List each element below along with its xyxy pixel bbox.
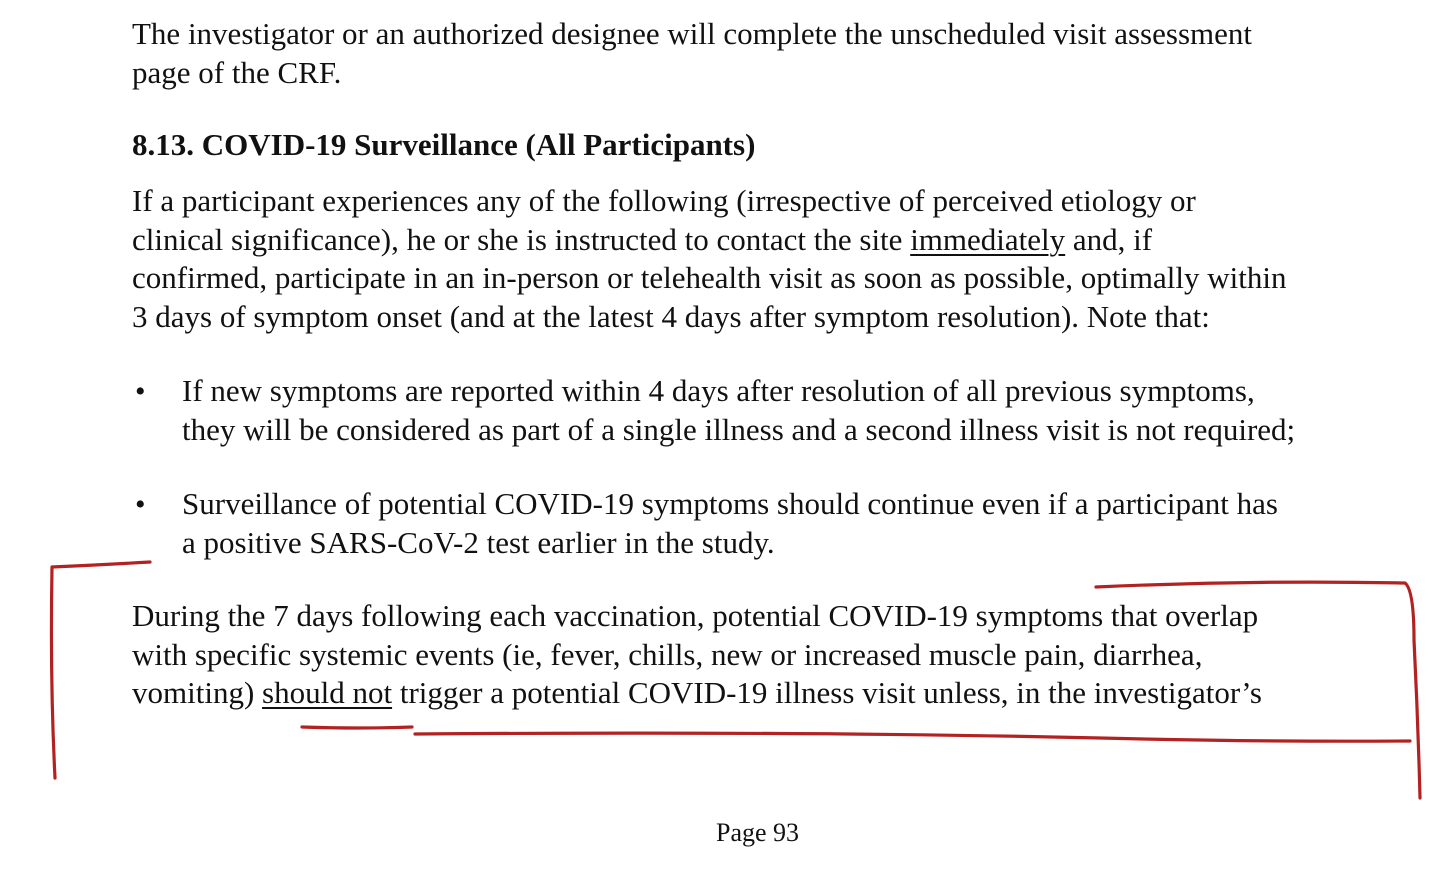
paragraph-text: vomiting): [132, 675, 263, 710]
paragraph-line: During the 7 days following each vaccination, potential COVID-19 symptoms that overlap: [132, 598, 1259, 633]
bullet-item: [182, 372, 1295, 449]
bullet-line: they will be considered as part of a single illness and a second illness visit is not required;: [182, 411, 1296, 447]
bullet-marker: •: [135, 488, 146, 521]
bullet-item: [182, 485, 1278, 562]
bullet-marker: •: [135, 375, 146, 408]
intro-line: page of the CRF.: [132, 54, 342, 90]
paragraph-text: clinical significance), he or she is instructed to contact the site: [132, 221, 911, 257]
bullet-line: If new symptoms are reported within 4 days after resolution of all previous symptoms,: [182, 373, 1255, 408]
intro-line: The investigator or an authorized designee will complete the unscheduled visit assessment: [132, 16, 1252, 51]
surveillance-paragraph: [132, 182, 1287, 336]
section-heading: 8.13. COVID-19 Surveillance (All Participants): [132, 127, 756, 162]
should-not-underline-stroke: [302, 727, 412, 728]
intro-paragraph: [132, 15, 1252, 92]
paragraph-line: with specific systemic events (ie, fever, chills, new or increased muscle pain, diarrhea,: [132, 636, 1203, 672]
paragraph-line: [132, 221, 1287, 260]
vaccination-paragraph: [132, 597, 1262, 713]
bullet-line: Surveillance of potential COVID-19 symptoms should continue even if a participant has: [182, 486, 1278, 521]
paragraph-text: and, if: [1065, 221, 1153, 257]
paragraph-line: [132, 674, 1262, 713]
paragraph-line: 3 days of symptom onset (and at the latest 4 days after symptom resolution). Note that:: [132, 298, 1210, 334]
underlined-should-not: should not: [262, 675, 393, 710]
paragraph-text: trigger a potential COVID-19 illness visit unless, in the investigator’s: [392, 675, 1262, 710]
paragraph-line: confirmed, participate in an in-person or telehealth visit as soon as possible, optimally within: [132, 260, 1287, 295]
paragraph-line: If a participant experiences any of the following (irrespective of perceived etiology or: [132, 183, 1196, 218]
bullet-line: a positive SARS-CoV-2 test earlier in the study.: [182, 524, 775, 560]
underlined-immediately: immediately: [910, 221, 1066, 257]
page-number: Page 93: [716, 818, 800, 847]
paragraph-underline-stroke: [415, 733, 1410, 741]
